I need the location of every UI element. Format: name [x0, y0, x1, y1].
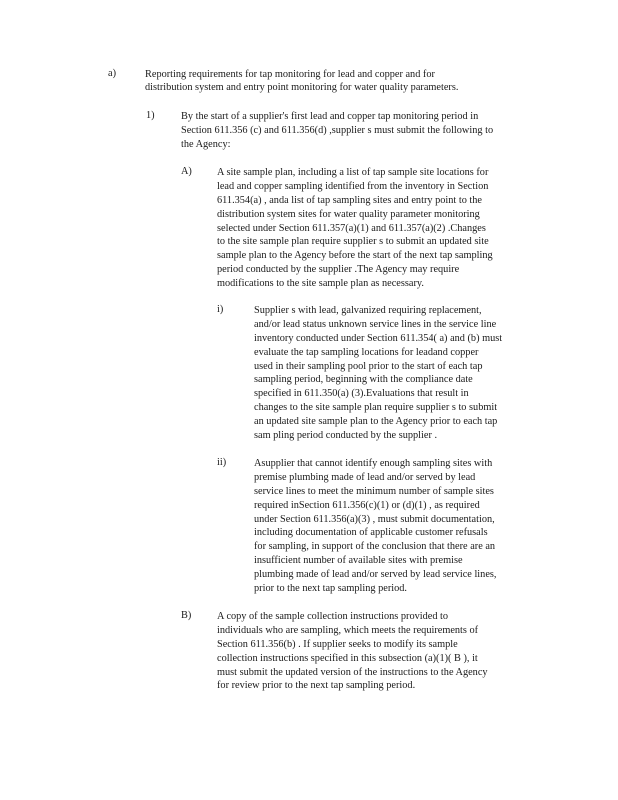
text-line: plumbing made of lead and/or served by lead service lines,: [254, 569, 497, 581]
text-line: modifications to the site sample plan as necessary.: [217, 278, 424, 290]
text-line: an updated site sample plan to the Agency prior to each tap: [254, 416, 498, 428]
text-line: for sampling, in support of the conclusion that there are an: [254, 541, 496, 553]
text-line: A site sample plan, including a list of tap sample site locations for: [217, 167, 489, 178]
text-line: must submit the updated version of the instructions to the Agency: [217, 666, 488, 678]
text-line: and/or lead status unknown service lines in the service line: [254, 318, 497, 330]
text-line: service lines to meet the minimum number of sample sites: [254, 485, 494, 497]
text-line: lead and copper sampling identified from the inventory in Section: [217, 180, 489, 192]
section-a-heading: [145, 68, 458, 95]
item-marker: A): [181, 166, 192, 177]
text-line: under Section 611.356(a)(3) , must submit documentation,: [254, 513, 495, 525]
section-marker: a): [108, 68, 116, 79]
text-line: Asupplier that cannot identify enough sampling sites with: [254, 458, 493, 469]
text-line: required inSection 611.356(c)(1) or (d)(1) , as required: [254, 499, 480, 511]
item-i-text: [254, 304, 502, 443]
text-line: distribution system and entry point monitoring for water quality parameters.: [145, 82, 459, 94]
item-marker: 1): [146, 110, 155, 121]
text-line: sam pling period conducted by the supplier .: [254, 430, 438, 442]
text-line: selected under Section 611.357(a)(1) and 611.357(a)(2) .Changes: [217, 222, 486, 234]
item-marker: B): [181, 610, 192, 621]
text-line: sampling period, beginning with the compliance date: [254, 374, 473, 386]
text-line: the Agency:: [181, 138, 231, 150]
text-line: inventory conducted under Section 611.354( a) and (b) must: [254, 332, 503, 344]
text-line: to the site sample plan require supplier s to submit an updated site: [217, 236, 489, 248]
text-line: individuals who are sampling, which meets the requirements of: [217, 624, 479, 636]
text-line: prior to the next tap sampling period.: [254, 583, 407, 595]
text-line: changes to the site sample plan require supplier s to submit: [254, 402, 498, 414]
item-B-text: [217, 610, 488, 693]
text-line: Reporting requirements for tap monitoring for lead and copper and for: [145, 69, 435, 80]
text-line: sample plan to the Agency before the start of the next tap sampling: [217, 250, 493, 262]
text-line: By the start of a supplier's first lead and copper tap monitoring period in: [181, 111, 479, 122]
text-line: insufficient number of available sites with premise: [254, 555, 463, 567]
text-line: specified in 611.350(a) (3).Evaluations that result in: [254, 388, 469, 400]
text-line: distribution system sites for water quality parameter monitoring: [217, 208, 480, 220]
text-line: Section 611.356(b) . If supplier seeks to modify its sample: [217, 638, 458, 650]
text-line: Section 611.356 (c) and 611.356(d) ,supplier s must submit the following to: [181, 124, 494, 136]
text-line: 611.354(a) , anda list of tap sampling sites and entry point to the: [217, 194, 482, 206]
text-line: evaluate the tap sampling locations for leadand copper: [254, 346, 479, 358]
text-line: premise plumbing made of lead and/or served by lead: [254, 471, 476, 483]
item-1-text: [181, 110, 493, 152]
text-line: Supplier s with lead, galvanized requiring replacement,: [254, 305, 482, 316]
text-line: including documentation of applicable customer refusals: [254, 527, 488, 539]
item-marker: ii): [217, 457, 227, 468]
item-marker: i): [217, 304, 224, 315]
text-line: period conducted by the supplier .The Agency may require: [217, 264, 460, 276]
text-line: for review prior to the next tap sampling period.: [217, 680, 416, 692]
item-ii-text: [254, 457, 496, 596]
text-line: collection instructions specified in this subsection (a)(1)( B ), it: [217, 652, 478, 664]
item-A-text: [217, 166, 493, 291]
text-line: A copy of the sample collection instructions provided to: [217, 611, 449, 622]
text-line: used in their sampling pool prior to the start of each tap: [254, 360, 483, 372]
